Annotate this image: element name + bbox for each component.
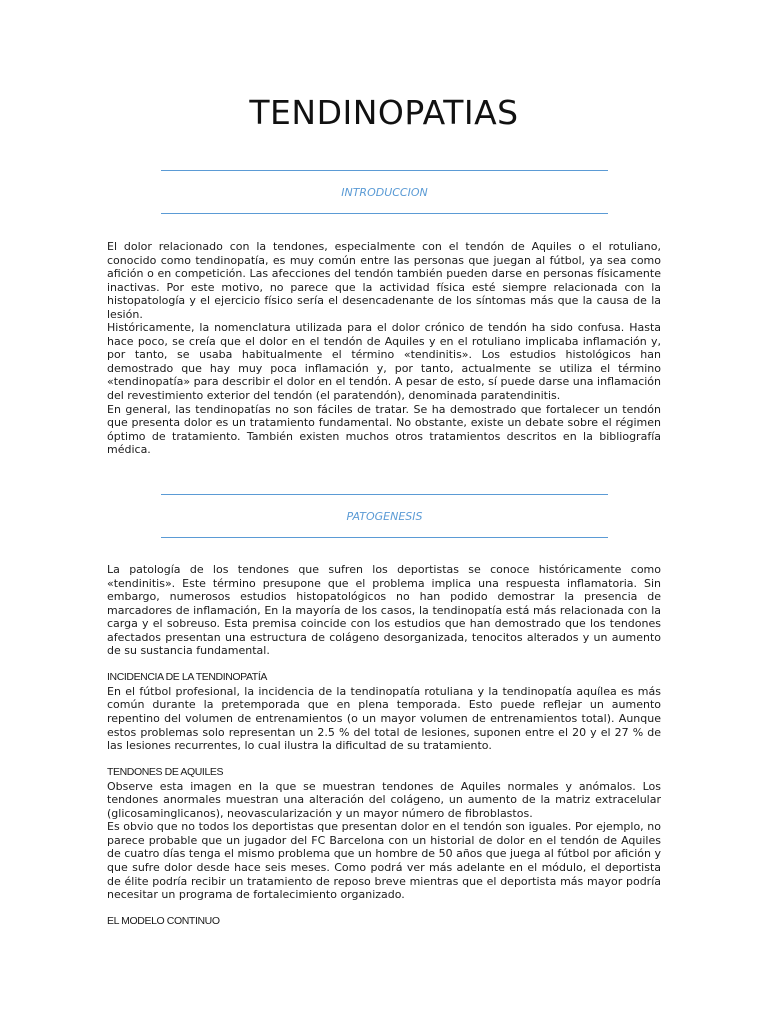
subsection-heading-modelo-continuo: EL MODELO CONTINUO [107, 915, 220, 928]
paragraph: Observe esta imagen en la que se muestran tendones de Aquiles normales y anómalos. Los tendones anormales muestran una alteración del colágeno, un aumento de la matriz extracelular (glicosaminglicanos), neovascularización y un mayor número de fibroblastos. [107, 779, 661, 820]
section-body-introduccion [107, 240, 661, 457]
section-heading-patogenesis: PATOGENESIS [346, 510, 423, 523]
section-rule-bottom [161, 537, 608, 538]
paragraph: El dolor relacionado con la tendones, especialmente con el tendón de Aquiles o el rotuliano, conocido como tendinopatía, es muy común entre las personas que juegan al fútbol, ya sea como afición o en competición. Las afecciones del tendón también pueden darse en personas físicamente inactivas. Por este motivo, no parece que la actividad física esté siempre relacionada con la histopatología y el ejercicio físico sería el desencadenante de los síntomas más que la causa de la lesión. [107, 240, 661, 321]
section-heading-block-patogenesis [161, 494, 608, 538]
section-rule-top [161, 494, 608, 495]
section-heading-block-introduccion [161, 170, 608, 214]
document-title: TENDINOPATIAS [249, 93, 519, 132]
section-rule-top [161, 170, 608, 171]
section-rule-bottom [161, 213, 608, 214]
section-body-patogenesis [107, 563, 661, 929]
subsection-heading-incidencia: INCIDENCIA DE LA TENDINOPATÍA [107, 671, 267, 684]
paragraph: En el fútbol profesional, la incidencia de la tendinopatía rotuliana y la tendinopatía aquílea es más común durante la pretemporada que en plena temporada. Esto puede reflejar un aumento repentino del volumen de entrenamientos (o un mayor volumen de entrenamientos total). Aunque estos problemas solo representan un 2.5 % del total de lesiones, suponen entre el 20 y el 27 % de las lesiones recurrentes, lo cual ilustra la dificultad de su tratamiento. [107, 684, 661, 753]
paragraph: Es obvio que no todos los deportistas que presentan dolor en el tendón son iguales. Por ejemplo, no parece probable que un jugador del FC Barcelona con un historial de dolor en el tendón de Aquiles de cuatro días tenga el mismo problema que un hombre de 50 años que juega al fútbol por afición y que sufre dolor desde hace seis meses. Como podrá ver más adelante en el módulo, el deportista de élite podría recibir un tratamiento de reposo breve mientras que el deportista más mayor podría necesitar un programa de fortalecimiento organizado. [107, 820, 661, 902]
subsection-heading-tendones-de-aquiles: TENDONES DE AQUILES [107, 766, 224, 779]
section-heading-introduccion: INTRODUCCION [341, 186, 428, 199]
paragraph: Históricamente, la nomenclatura utilizada para el dolor crónico de tendón ha sido confusa. Hasta hace poco, se creía que el dolor en el tendón de Aquiles y en el rotuliano implicaba inflamación y, por tanto, se usaba habitualmente el término «tendinitis». Los estudios histológicos han demostrado que hay muy poca inflamación y, por tanto, actualmente se utiliza el término «tendinopatía» para describir el dolor en el tendón. A pesar de esto, sí puede darse una inflamación del revestimiento exterior del tendón (el paratendón), denominada paratendinitis. [107, 321, 661, 403]
paragraph: En general, las tendinopatías no son fáciles de tratar. Se ha demostrado que fortalecer un tendón que presenta dolor es un tratamiento fundamental. No obstante, existe un debate sobre el régimen óptimo de tratamiento. También existen muchos otros tratamientos descritos en la bibliografía médica. [107, 402, 661, 457]
paragraph: La patología de los tendones que sufren los deportistas se conoce históricamente como «tendinitis». Este término presupone que el problema implica una respuesta inflamatoria. Sin embargo, numerosos estudios histopatológicos no han podido demostrar la presencia de marcadores de inflamación, En la mayoría de los casos, la tendinopatía está más relacionada con la carga y el sobreuso. Esta premisa coincide con los estudios que han demostrado que los tendones afectados presentan una estructura de colágeno desorganizada, tenocitos alterados y un aumento de su sustancia fundamental. [107, 563, 661, 658]
